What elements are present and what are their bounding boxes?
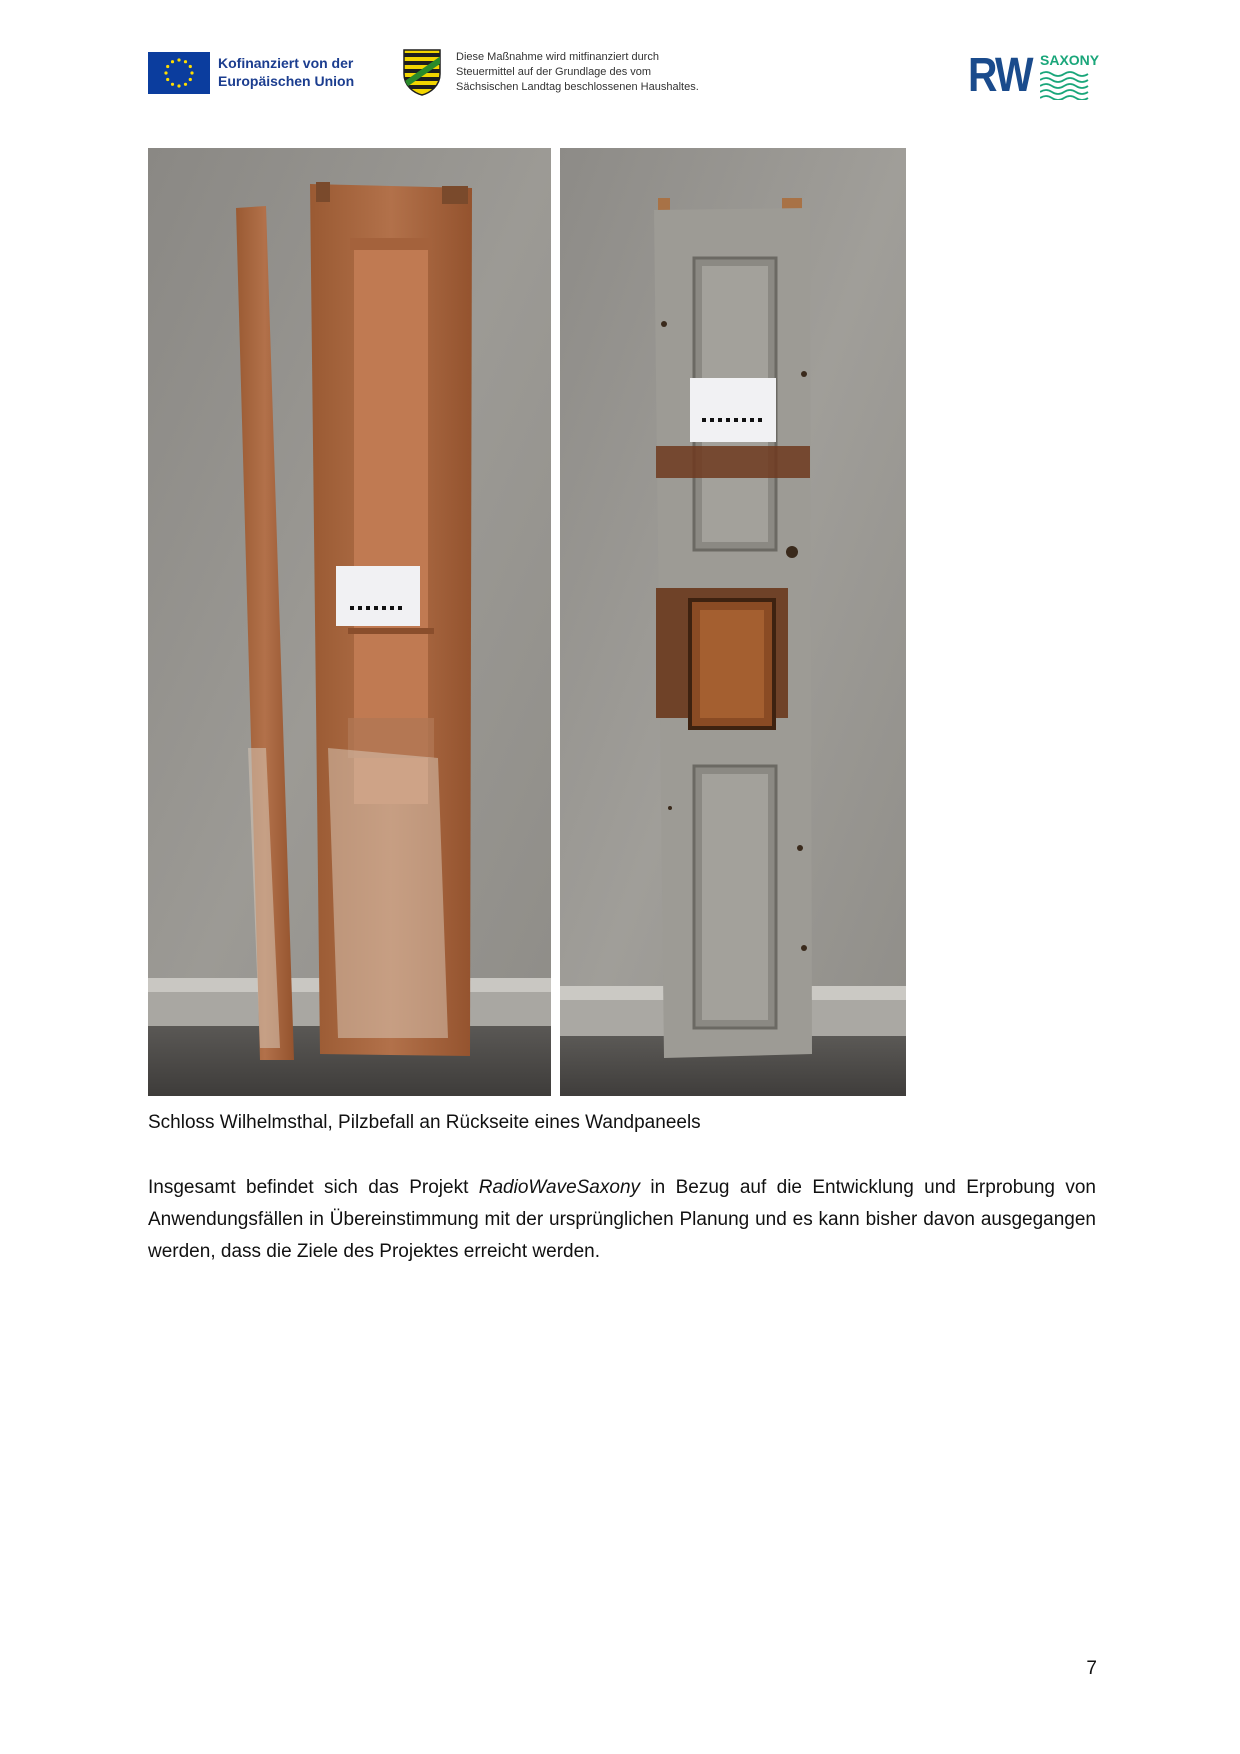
saxony-coat-of-arms-icon xyxy=(402,48,442,96)
body-paragraph xyxy=(148,1172,1096,1268)
saxony-funding-line: Steuermittel auf der Grundlage des vom xyxy=(456,66,652,78)
paragraph-text-start: Insgesamt befindet sich das Projekt xyxy=(148,1177,479,1198)
saxony-funding-line: Diese Maßnahme wird mitfinanziert durch xyxy=(456,51,659,63)
photo-panel-front-side xyxy=(560,148,906,1096)
project-name: RadioWaveSaxony xyxy=(478,1177,641,1198)
wave-icon xyxy=(1040,70,1092,100)
page-number: 7 xyxy=(1086,1658,1097,1679)
page-header xyxy=(148,44,1100,104)
logo-letters: RW xyxy=(968,49,1032,102)
logo-word: SAXONY xyxy=(1040,52,1100,68)
figure-caption: Schloss Wilhelmsthal, Pilzbefall an Rückseite eines Wandpaneels xyxy=(148,1112,701,1133)
eu-funding-text xyxy=(218,54,354,90)
rw-saxony-logo-icon xyxy=(968,49,1100,102)
paragraph-text-end: in Bezug auf die Entwicklung und Erprobung von Anwendungsfällen in Übereinstimmung mit der ursprünglichen Planung und es kann bisher davon ausgegangen werden, dass die Ziele des Projektes erreicht werden. xyxy=(148,1177,1096,1262)
saxony-funding-line: Sächsischen Landtag beschlossenen Haushaltes. xyxy=(456,81,699,93)
saxony-funding-text xyxy=(456,50,699,95)
eu-flag-icon xyxy=(148,52,210,94)
eu-funding-line: Kofinanziert von der xyxy=(218,55,354,71)
photo-panel-back-side xyxy=(148,148,551,1096)
eu-funding-line: Europäischen Union xyxy=(218,73,355,89)
